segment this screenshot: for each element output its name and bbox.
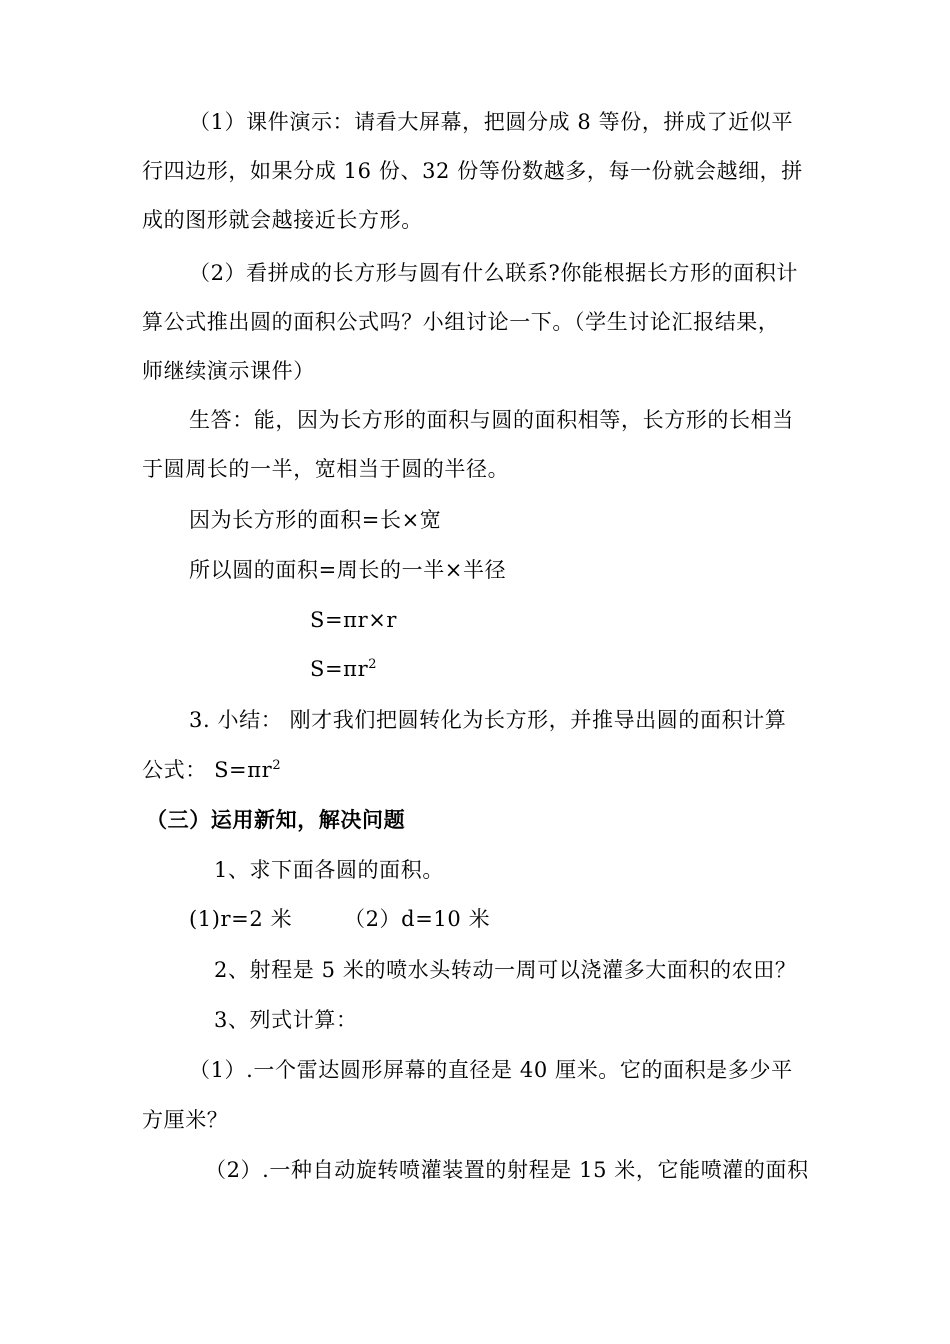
exercise-2: 2、射程是 5 米的喷水头转动一周可以浇灌多大面积的农田？ — [214, 958, 797, 982]
circle-area-statement: 所以圆的面积=周长的一半×半径 — [189, 558, 507, 582]
exercise-3-2-line-1: （2）.一种自动旋转喷灌装置的射程是 15 米，它能喷灌的面积 — [205, 1158, 809, 1182]
paragraph-2-line-3: 师继续演示课件） — [142, 359, 315, 383]
answer-line-2: 于圆周长的一半，宽相当于圆的半径。 — [142, 457, 510, 481]
paragraph-1-line-1: （1）课件演示：请看大屏幕，把圆分成 8 等份，拼成了近似平 — [189, 110, 794, 134]
formula-line-1: S=πr×r — [310, 608, 398, 632]
paragraph-2-line-2: 算公式推出圆的面积公式吗？小组讨论一下。（学生讨论汇报结果， — [142, 310, 780, 334]
exercise-1: 1、求下面各圆的面积。 — [214, 858, 444, 882]
paragraph-2-line-1: （2）看拼成的长方形与圆有什么联系?你能根据长方形的面积计 — [189, 261, 799, 285]
formula-line-2 — [310, 654, 377, 684]
formula-exponent: 2 — [368, 657, 378, 672]
summary-formula-base: 公式： S=πr — [142, 758, 273, 782]
formula-base: S=πr — [310, 657, 369, 681]
exercise-3-1-line-2: 方厘米？ — [142, 1108, 229, 1132]
summary-line-1: 3. 小结： 刚才我们把圆转化为长方形，并推导出圆的面积计算 — [189, 708, 787, 732]
paragraph-1-line-3: 成的图形就会越接近长方形。 — [142, 208, 423, 232]
rectangle-area-statement: 因为长方形的面积=长×宽 — [189, 508, 442, 532]
paragraph-1-line-2: 行四边形，如果分成 16 份、32 份等份数越多，每一份就会越细，拼 — [142, 159, 803, 183]
exercise-3-1-line-1: （1）.一个雷达圆形屏幕的直径是 40 厘米。它的面积是多少平 — [189, 1058, 793, 1082]
exercise-1-part-a: (1)r=2 米 — [189, 907, 293, 931]
summary-line-2 — [142, 755, 281, 785]
summary-formula-exponent: 2 — [272, 758, 282, 773]
section-heading: （三）运用新知，解决问题 — [146, 807, 406, 832]
answer-line-1: 生答：能，因为长方形的面积与圆的面积相等，长方形的长相当 — [189, 408, 794, 432]
exercise-1-part-b: （2）d=10 米 — [344, 907, 491, 931]
exercise-3: 3、列式计算： — [214, 1008, 358, 1032]
